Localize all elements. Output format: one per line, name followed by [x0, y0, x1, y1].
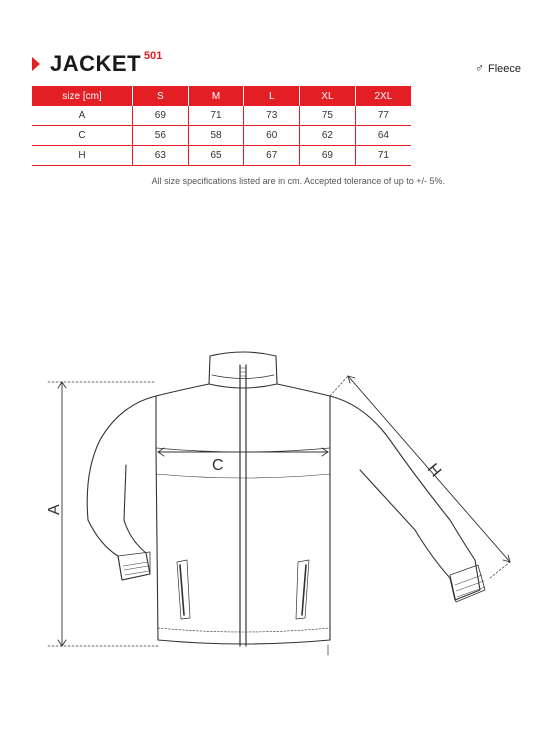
size-table [32, 86, 411, 166]
jacket-technical-drawing [0, 340, 555, 660]
column-header: M [188, 86, 244, 106]
table-cell: 73 [244, 106, 300, 126]
product-title: JACKET [50, 51, 142, 76]
table-row [32, 126, 411, 146]
table-cell: 58 [188, 126, 244, 146]
dimension-c [158, 448, 328, 456]
table-cell: A [32, 106, 133, 126]
tolerance-note: All size specifications listed are in cm. Accepted tolerance of up to +/- 5%. [151, 176, 445, 186]
table-cell: C [32, 126, 133, 146]
fabric-label: Fleece [487, 63, 521, 75]
table-row [32, 106, 411, 126]
column-header: XL [300, 86, 356, 106]
table-cell: H [32, 146, 133, 166]
label-c: C [212, 457, 224, 474]
table-cell: 62 [300, 126, 356, 146]
chevron-right-icon [32, 57, 40, 71]
column-header: L [244, 86, 300, 106]
table-cell: 71 [188, 106, 244, 126]
column-header: S [133, 86, 189, 106]
table-cell: 75 [300, 106, 356, 126]
table-cell: 71 [355, 146, 411, 166]
label-a: A [46, 504, 63, 515]
model-number: 501 [144, 50, 163, 62]
table-cell: 77 [355, 106, 411, 126]
dimension-h [330, 376, 510, 578]
male-icon: ♂ [474, 61, 484, 75]
size-table-header [32, 86, 411, 106]
table-cell: 67 [244, 146, 300, 166]
label-h: H [423, 460, 445, 481]
fabric-info [475, 61, 521, 75]
table-cell: 69 [300, 146, 356, 166]
table-cell: 63 [133, 146, 189, 166]
table-cell: 56 [133, 126, 189, 146]
jacket-outline [87, 352, 485, 655]
column-header: size [cm] [32, 86, 133, 106]
table-cell: 65 [188, 146, 244, 166]
dimension-a [48, 382, 158, 646]
column-header: 2XL [355, 86, 411, 106]
table-cell: 60 [244, 126, 300, 146]
table-cell: 69 [133, 106, 189, 126]
table-cell: 64 [355, 126, 411, 146]
table-row [32, 146, 411, 166]
